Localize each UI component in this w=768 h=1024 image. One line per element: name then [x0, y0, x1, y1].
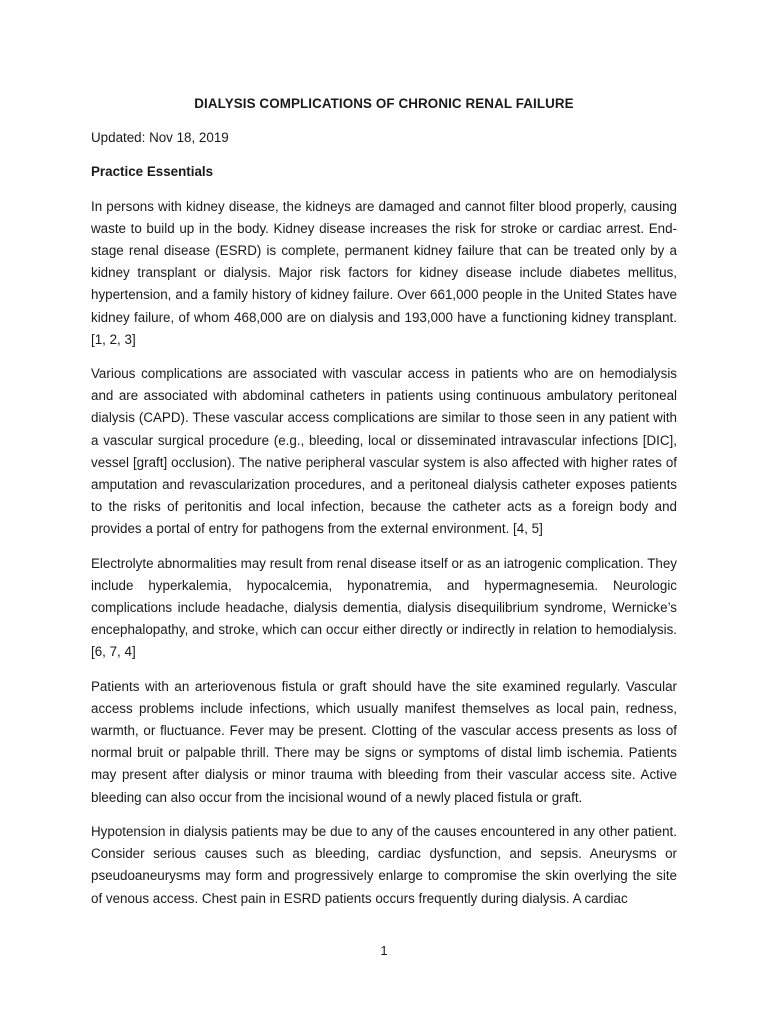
section-heading: Practice Essentials — [91, 164, 214, 180]
paragraph: Electrolyte abnormalities may result from renal disease itself or as an iatrogenic complication. They include hyperkalemia, hypocalcemia, hyponatremia, and hypermagnesemia. Neurologic complications include headache, dialysis dementia, dialysis disequilibrium syndrome, Wernicke’s encephalopathy, and stroke, which can occur either directly or indirectly in relation to hemodialysis. [6, 7, 4] — [91, 555, 677, 660]
page-number: 1 — [380, 943, 388, 958]
paragraph: Various complications are associated with vascular access in patients who are on hemodialysis and are associated with abdominal catheters in patients using continuous ambulatory peritoneal dialysis (CAPD). These vascular access complications are similar to those seen in any patient with a vascular surgical procedure (e.g., bleeding, local or disseminated intravascular infections [DIC], vessel [graft] occlusion). The native peripheral vascular system is also affected with higher rates of amputation and revascularization procedures, and a peritoneal dialysis catheter exposes patients to the risks of peritonitis and local infection, because the catheter acts as a foreign body and provides a portal of entry for pathogens from the external environment. [4, 5] — [91, 366, 677, 537]
paragraph: Hypotension in dialysis patients may be due to any of the causes encountered in any other patient. Consider serious causes such as bleeding, cardiac dysfunction, and sepsis. Aneurysms or pseudoaneurysms may form and progressively enlarge to compromise the skin overlying the site of venous access. Chest pain in ESRD patients occurs frequently during dialysis. A cardiac — [91, 823, 677, 906]
updated-date: Updated: Nov 18, 2019 — [91, 130, 229, 146]
document-title: DIALYSIS COMPLICATIONS OF CHRONIC RENAL FAILURE — [194, 96, 574, 111]
document-body — [91, 93, 677, 922]
paragraph: Patients with an arteriovenous fistula or graft should have the site examined regularly. Vascular access problems include infections, which usually manifest themselves as local pain, redness, warmth, or fluctuance. Fever may be present. Clotting of the vascular access presents as loss of normal bruit or palpable thrill. There may be signs or symptoms of distal limb ischemia. Patients may present after dialysis or minor trauma with bleeding from their vascular access site. Active bleeding can also occur from the incisional wound of a newly placed fistula or graft. — [91, 678, 677, 805]
paragraph: In persons with kidney disease, the kidneys are damaged and cannot filter blood properly, causing waste to build up in the body. Kidney disease increases the risk for stroke or cardiac arrest. End-stage renal disease (ESRD) is complete, permanent kidney failure that can be treated only by a kidney transplant or dialysis. Major risk factors for kidney disease include diabetes mellitus, hypertension, and a family history of kidney failure. Over 661,000 people in the United States have kidney failure, of whom 468,000 are on dialysis and 193,000 have a functioning kidney transplant. [1, 2, 3] — [91, 198, 677, 347]
